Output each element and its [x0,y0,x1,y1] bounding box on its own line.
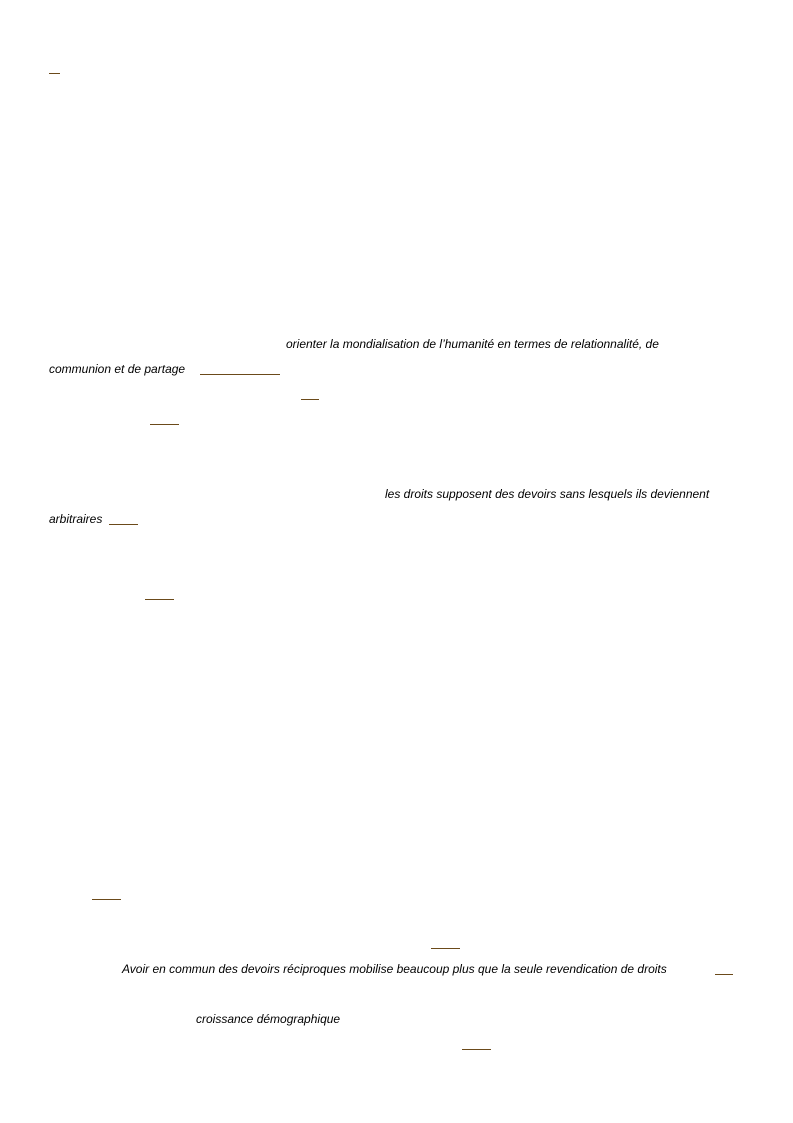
quoted-text-line: les droits supposent des devoirs sans lesquels ils deviennent [385,487,710,501]
footnote-rule [109,524,138,525]
quoted-text-line: Avoir en commun des devoirs réciproques mobilise beaucoup plus que la seule revendication de droits [122,962,667,976]
footnote-rule [431,948,460,949]
footnote-rule [301,399,319,400]
footnote-rule [92,899,121,900]
footnote-rule [200,374,280,375]
footnote-rule [150,424,179,425]
quoted-text-line: arbitraires [49,512,103,526]
footnote-rule [49,73,60,74]
quoted-text-line: croissance démographique [196,1012,341,1026]
footnote-rule [462,1049,491,1050]
footnote-rule [145,599,174,600]
quoted-text-line: orienter la mondialisation de l’humanité en termes de relationnalité, de [286,337,659,351]
footnote-rule [715,974,733,975]
quoted-text-line: communion et de partage [49,362,186,376]
